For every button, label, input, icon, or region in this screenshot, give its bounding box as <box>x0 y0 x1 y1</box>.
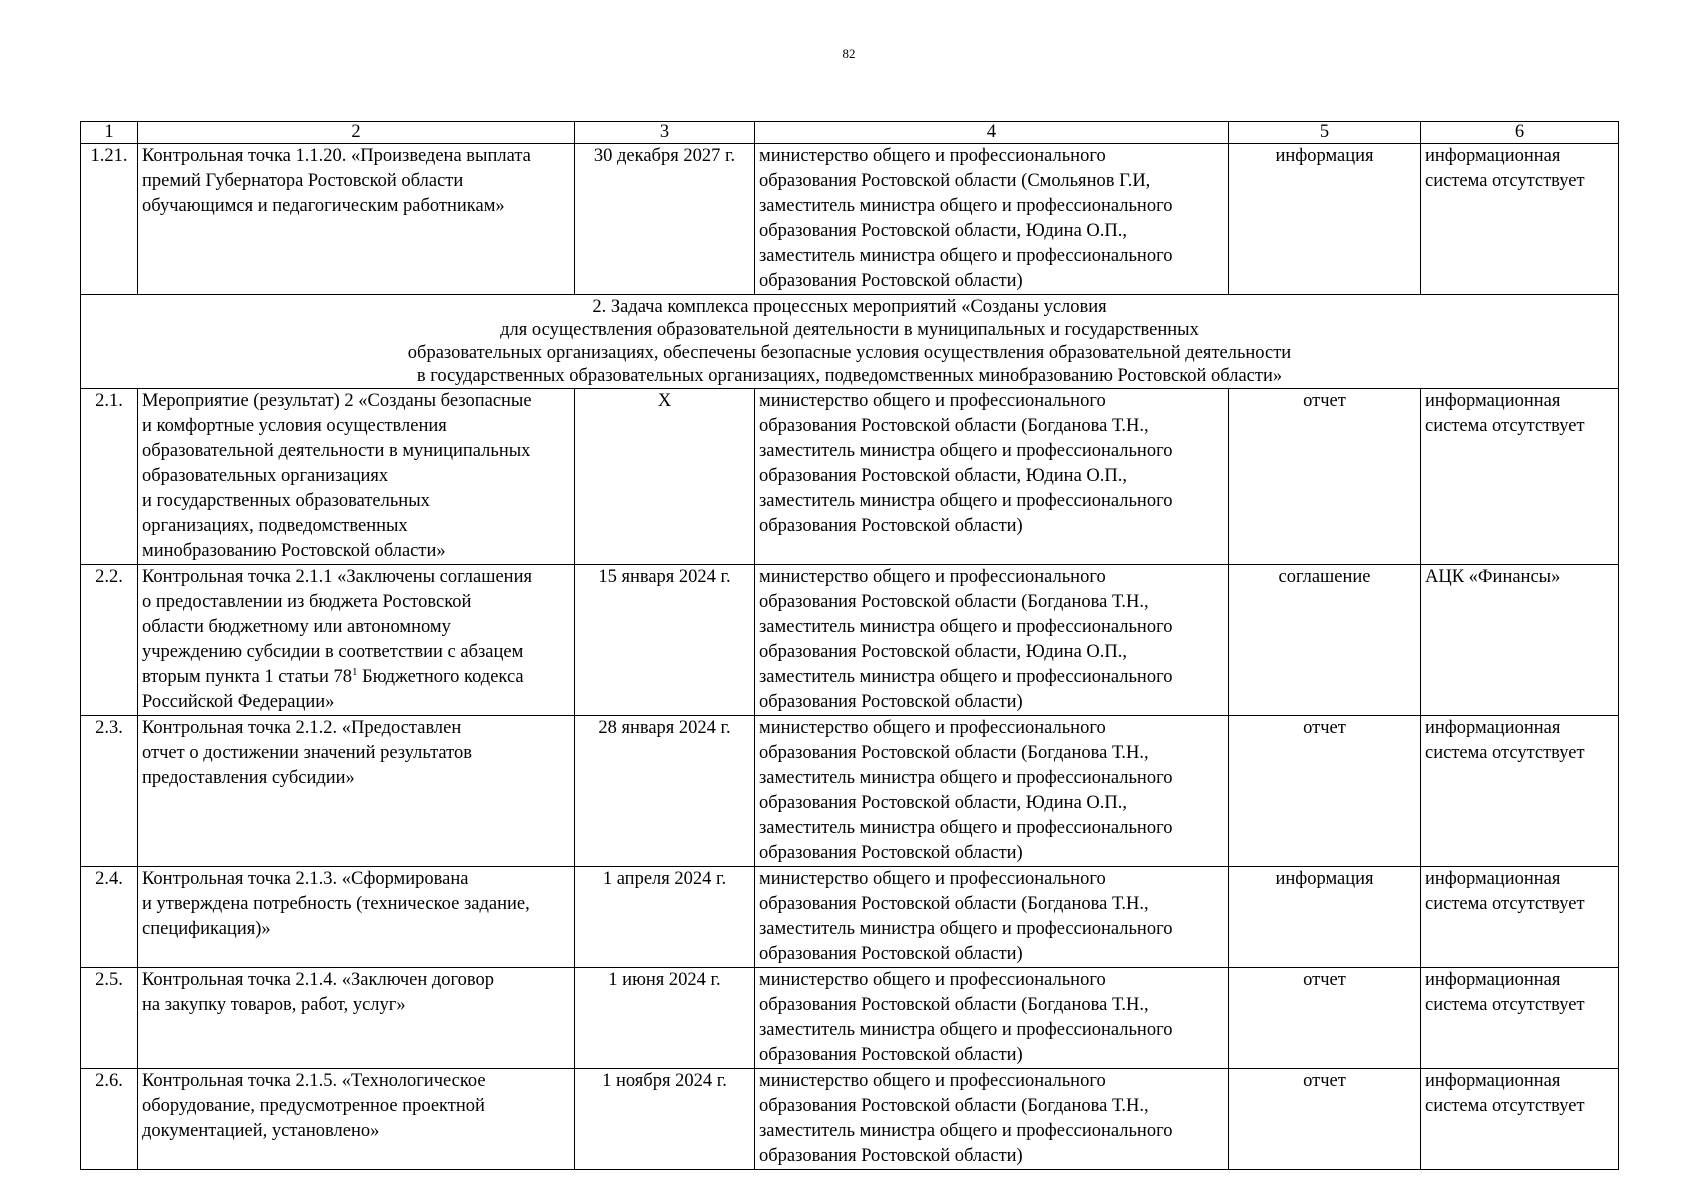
measure-description: Контрольная точка 2.1.5. «Технологическое оборудование, предусмотренное проектной документацией, установлено» <box>138 1069 575 1170</box>
responsible: министерство общего и профессионального образования Ростовской области (Смольянов Г.И, заместитель министра общего и профессионального образования Ростовской области, Юдина О.П., заместитель министра общего и профессионального образования Ростовской области) <box>755 144 1229 295</box>
col-header-3: 3 <box>575 122 755 144</box>
measures-table <box>80 121 1619 1170</box>
col-header-6: 6 <box>1421 122 1619 144</box>
measure-description: Контрольная точка 2.1.4. «Заключен договор на закупку товаров, работ, услуг» <box>138 968 575 1069</box>
deadline: Х <box>575 389 755 565</box>
document-type: отчет <box>1229 1069 1421 1170</box>
responsible: министерство общего и профессионального образования Ростовской области (Богданова Т.Н., заместитель министра общего и профессионального образования Ростовской области, Юдина О.П., заместитель министра общего и профессионального образования Ростовской области) <box>755 716 1229 867</box>
table-row <box>81 1069 1619 1170</box>
col-header-5: 5 <box>1229 122 1421 144</box>
measure-description: Контрольная точка 1.1.20. «Произведена выплата премий Губернатора Ростовской области обучающимся и педагогическим работникам» <box>138 144 575 295</box>
deadline: 30 декабря 2027 г. <box>575 144 755 295</box>
info-system: информационная система отсутствует <box>1421 144 1619 295</box>
row-number: 2.6. <box>81 1069 138 1170</box>
measure-description: Контрольная точка 2.1.3. «Сформирована и утверждена потребность (техническое задание, спецификация)» <box>138 867 575 968</box>
deadline: 28 января 2024 г. <box>575 716 755 867</box>
document-type: информация <box>1229 867 1421 968</box>
responsible: министерство общего и профессионального образования Ростовской области (Богданова Т.Н., заместитель министра общего и профессионального образования Ростовской области, Юдина О.П., заместитель министра общего и профессионального образования Ростовской области) <box>755 565 1229 716</box>
table-row <box>81 867 1619 968</box>
info-system: информационная система отсутствует <box>1421 867 1619 968</box>
deadline: 15 января 2024 г. <box>575 565 755 716</box>
table-row <box>81 565 1619 716</box>
document-type: соглашение <box>1229 565 1421 716</box>
responsible: министерство общего и профессионального образования Ростовской области (Богданова Т.Н., заместитель министра общего и профессионального образования Ростовской области) <box>755 867 1229 968</box>
col-header-4: 4 <box>755 122 1229 144</box>
document-type: отчет <box>1229 716 1421 867</box>
measure-description: Мероприятие (результат) 2 «Созданы безопасные и комфортные условия осуществления образовательной деятельности в муниципальных образовательных организациях и государственных образовательных организациях, подведомственных минобразованию Ростовской области» <box>138 389 575 565</box>
table-row <box>81 968 1619 1069</box>
col-header-2: 2 <box>138 122 575 144</box>
info-system: информационная система отсутствует <box>1421 968 1619 1069</box>
measure-description: Контрольная точка 2.1.2. «Предоставлен отчет о достижении значений результатов предоставления субсидии» <box>138 716 575 867</box>
responsible: министерство общего и профессионального образования Ростовской области (Богданова Т.Н., заместитель министра общего и профессионального образования Ростовской области) <box>755 1069 1229 1170</box>
row-number: 2.1. <box>81 389 138 565</box>
row-number: 2.3. <box>81 716 138 867</box>
info-system: АЦК «Финансы» <box>1421 565 1619 716</box>
table-row <box>81 716 1619 867</box>
header-row <box>81 122 1619 144</box>
section-heading: 2. Задача комплекса процессных мероприятий «Созданы условия для осуществления образовательной деятельности в муниципальных и государственных образовательных организациях, обеспечены безопасные условия осуществления образовательной деятельности в государственных образовательных организациях, подведомственных минобразованию Ростовской области» <box>81 295 1619 389</box>
deadline: 1 ноября 2024 г. <box>575 1069 755 1170</box>
table-row <box>81 389 1619 565</box>
info-system: информационная система отсутствует <box>1421 1069 1619 1170</box>
section-heading-row <box>81 295 1619 389</box>
info-system: информационная система отсутствует <box>1421 389 1619 565</box>
document-type: отчет <box>1229 389 1421 565</box>
page-number: 82 <box>842 46 856 61</box>
measure-description: Контрольная точка 2.1.1 «Заключены соглашения о предоставлении из бюджета Ростовской области бюджетному или автономному учреждению субсидии в соответствии с абзацем вторым пункта 1 статьи $78^1$ Бюджетного кодекса Российской Федерации» <box>138 565 575 716</box>
row-number: 1.21. <box>81 144 138 295</box>
col-header-1: 1 <box>81 122 138 144</box>
table-row <box>81 144 1619 295</box>
info-system: информационная система отсутствует <box>1421 716 1619 867</box>
document-type: отчет <box>1229 968 1421 1069</box>
document-type: информация <box>1229 144 1421 295</box>
row-number: 2.4. <box>81 867 138 968</box>
footnote-superscript: 1 <box>352 665 358 678</box>
deadline: 1 июня 2024 г. <box>575 968 755 1069</box>
responsible: министерство общего и профессионального образования Ростовской области (Богданова Т.Н., заместитель министра общего и профессионального образования Ростовской области) <box>755 968 1229 1069</box>
row-number: 2.5. <box>81 968 138 1069</box>
responsible: министерство общего и профессионального образования Ростовской области (Богданова Т.Н., заместитель министра общего и профессионального образования Ростовской области, Юдина О.П., заместитель министра общего и профессионального образования Ростовской области) <box>755 389 1229 565</box>
row-number: 2.2. <box>81 565 138 716</box>
deadline: 1 апреля 2024 г. <box>575 867 755 968</box>
